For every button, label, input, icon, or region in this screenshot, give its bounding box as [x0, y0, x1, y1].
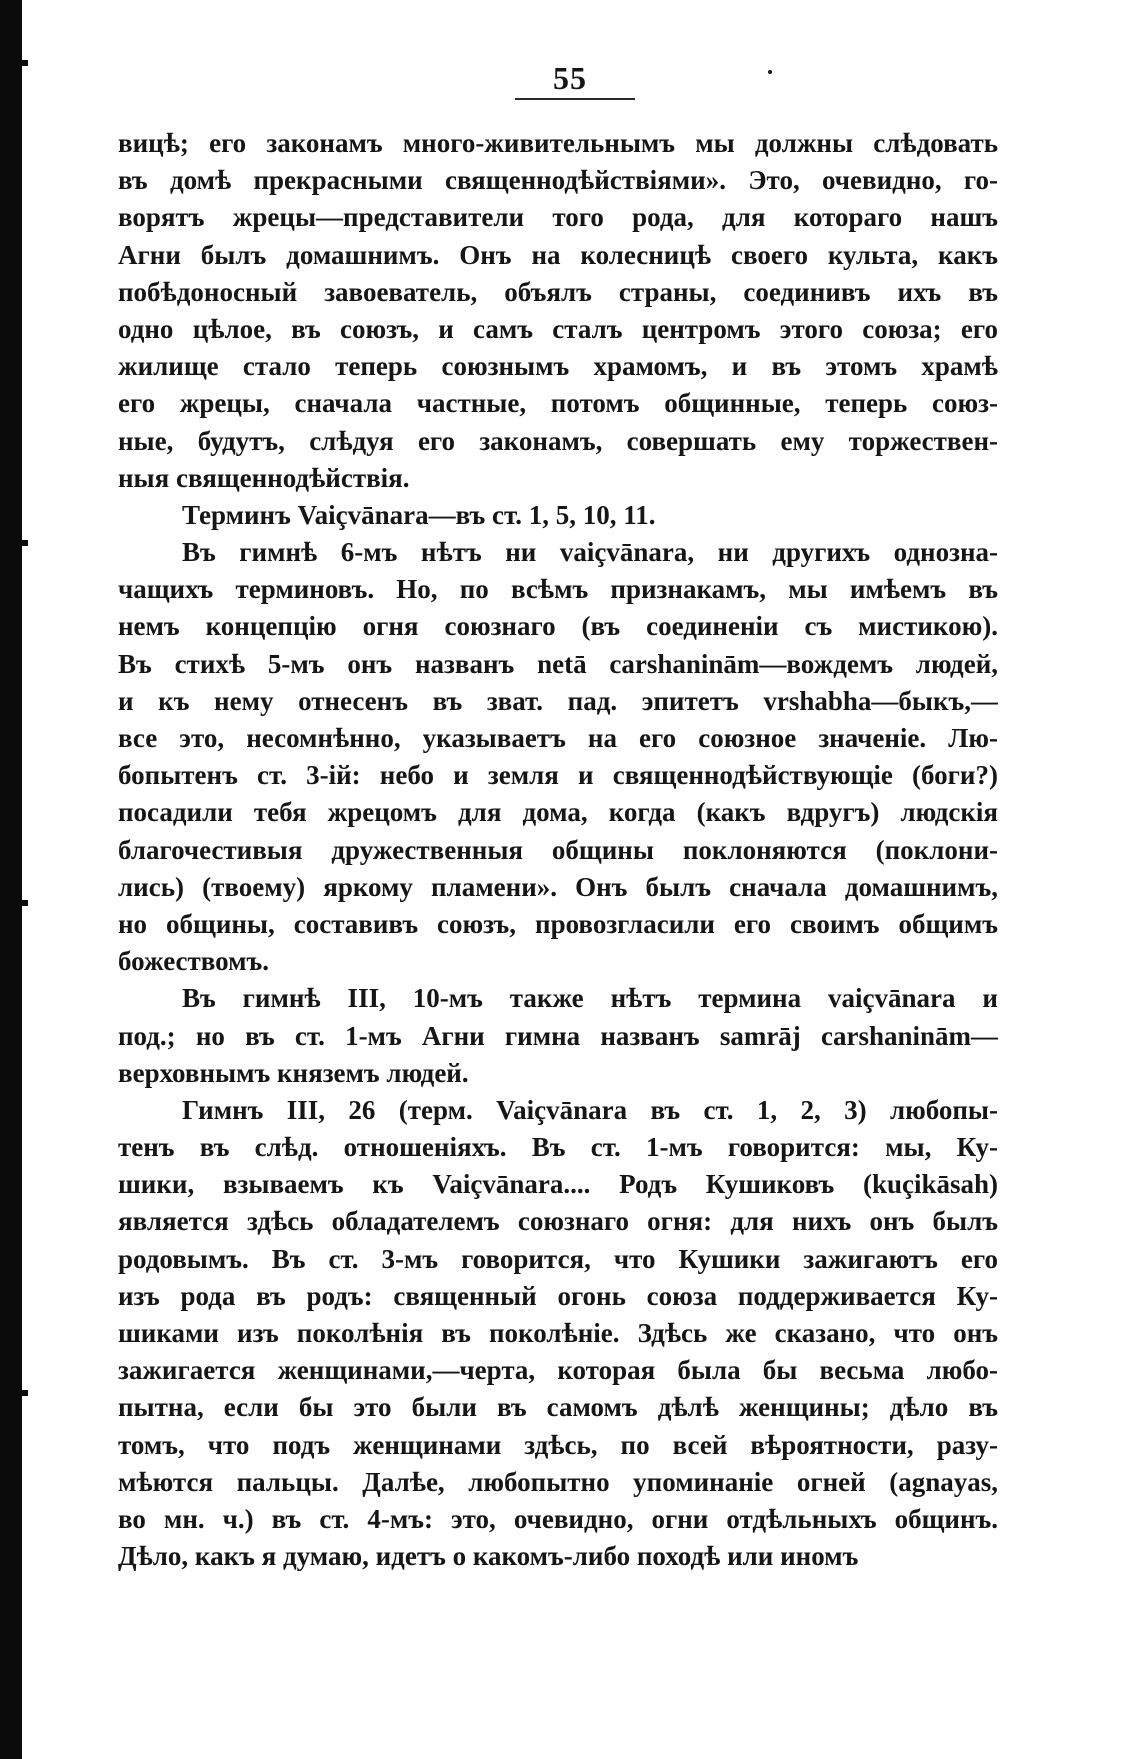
text-line: родовымъ. Въ ст. 3-мъ говорится, что Кушики зажигаютъ его: [118, 1243, 998, 1274]
text-line: все это, несомнѣнно, указываетъ на его союзное значеніе. Лю-: [118, 723, 998, 753]
text-line: Гимнъ III, 26 (терм. Vaiçvānara въ ст. 1, 2, 3) любопы-: [182, 1094, 998, 1125]
text-line: ныя священнодѣйствія.: [118, 462, 410, 493]
text-line: посадили тебя жрецомъ для дома, когда (какъ вдругъ) людскія: [118, 797, 998, 828]
text-line: верховнымъ княземъ людей.: [118, 1057, 469, 1088]
text-line: жилище стало теперь союзнымъ храмомъ, и въ этомъ храмѣ: [118, 351, 998, 382]
paragraph: [118, 1092, 998, 1575]
text-line: Въ стихѣ 5-мъ онъ названъ netā carshaninām—вождемъ людей,: [118, 648, 998, 679]
text-line: вицѣ; его законамъ много-живительнымъ мы должны слѣдовать: [118, 128, 998, 158]
text-line: является здѣсь обладателемъ союзнаго огня: для нихъ онъ былъ: [118, 1206, 998, 1237]
text-line: Дѣло, какъ я думаю, идетъ о какомъ-либо походѣ или иномъ: [118, 1541, 859, 1572]
text-line: одно цѣлое, въ союзъ, и самъ сталъ центромъ этого союза; его: [118, 313, 998, 344]
text-line: немъ концепцію огня союзнаго (въ соединеніи съ мистикою).: [118, 611, 998, 642]
ink-speck: [768, 70, 772, 74]
text-line: Въ гимнѣ 6-мъ нѣтъ ни vaiçvānara, ни другихъ однозна-: [182, 537, 998, 568]
text-line: въ домѣ прекрасными священнодѣйствіями». Это, очевидно, го-: [118, 165, 998, 196]
text-line: Въ гимнѣ III, 10-мъ также нѣтъ термина vaiçvānara и: [182, 983, 998, 1014]
text-line: под.; но въ ст. 1-мъ Агни гимна названъ samrāj carshaninām—: [118, 1020, 998, 1051]
text-line: тенъ въ слѣд. отношеніяхъ. Въ ст. 1-мъ говорится: мы, Ку-: [118, 1132, 998, 1163]
paragraph: [118, 125, 998, 497]
book-spine-shadow: [0, 0, 22, 1759]
text-line: пытна, если бы это были въ самомъ дѣлѣ женщины; дѣло въ: [118, 1392, 998, 1423]
text-line: Агни былъ домашнимъ. Онъ на колесницѣ своего культа, какъ: [118, 239, 998, 270]
page-number-rule: [515, 98, 635, 100]
body-text: [118, 125, 998, 1575]
text-line: его жрецы, сначала частные, потомъ общинные, теперь союз-: [118, 388, 998, 419]
text-line: шиками изъ поколѣнія въ поколѣніе. Здѣсь же сказано, что онъ: [118, 1318, 998, 1348]
text-line: побѣдоносный завоеватель, объялъ страны, соединивъ ихъ въ: [118, 276, 998, 307]
text-line: ворятъ жрецы—представители того рода, для котораго нашъ: [118, 202, 998, 233]
text-line: томъ, что подъ женщинами здѣсь, по всей вѣроятности, разу-: [118, 1429, 998, 1460]
spine-notch: [14, 1390, 28, 1396]
text-line: мѣются пальцы. Далѣе, любопытно упоминаніе огней (agnayas,: [118, 1466, 998, 1497]
text-line: Терминъ Vaiçvānara—въ ст. 1, 5, 10, 11.: [182, 499, 656, 530]
text-line: зажигается женщинами,—черта, которая была бы весьма любо-: [118, 1355, 998, 1386]
text-line: во мн. ч.) въ ст. 4-мъ: это, очевидно, огни отдѣльныхъ общинъ.: [118, 1503, 998, 1534]
text-line: изъ рода въ родъ: священный огонь союза поддерживается Ку-: [118, 1280, 998, 1311]
text-line: божествомъ.: [118, 946, 270, 977]
page-number: 55: [553, 60, 587, 96]
text-line: и къ нему отнесенъ въ зват. пад. эпитетъ vrshabha—быкъ,—: [118, 685, 998, 716]
text-line: чащихъ терминовъ. Но, по всѣмъ признакамъ, мы имѣемъ въ: [118, 574, 998, 605]
paragraph: [118, 980, 998, 1092]
paragraph: [118, 534, 998, 980]
text-line: бопытенъ ст. 3-ій: небо и земля и священнодѣйствующіе (боги?): [118, 760, 998, 791]
text-line: шики, взываемъ къ Vaiçvānara.... Родъ Кушиковъ (kuçikāsah): [118, 1169, 998, 1200]
spine-notch: [14, 900, 28, 906]
text-line: ные, будутъ, слѣдуя его законамъ, совершать ему торжествен-: [118, 425, 998, 456]
text-line: благочестивыя дружественныя общины поклоняются (поклони-: [118, 834, 998, 865]
text-line: лись) (твоему) яркому пламени». Онъ былъ сначала домашнимъ,: [118, 871, 998, 902]
paragraph: [118, 497, 998, 534]
spine-notch: [14, 540, 28, 546]
text-line: но общины, составивъ союзъ, провозгласили его своимъ общимъ: [118, 908, 998, 939]
